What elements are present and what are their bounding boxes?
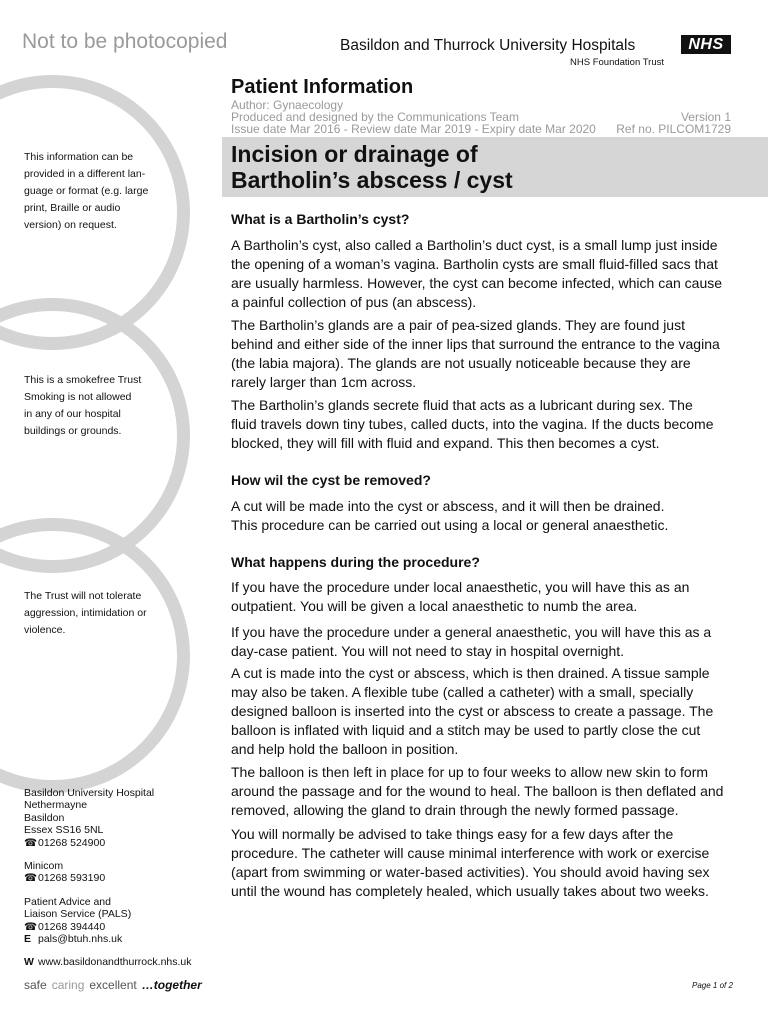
paragraph bbox=[231, 623, 735, 661]
aggression-note-line: violence. bbox=[24, 624, 66, 636]
smokefree-note-line: This is a smokefree Trust bbox=[24, 374, 142, 386]
format-note-line: This information can be bbox=[24, 151, 134, 163]
paragraph-line: may also be taken. A flexible tube (called a catheter) with a small, specially bbox=[231, 684, 694, 700]
pals-phone: 01268 394440 bbox=[38, 920, 106, 933]
web-label: W bbox=[24, 956, 34, 968]
paragraph-line: rarely larger than 1cm across. bbox=[231, 374, 417, 390]
hospital-address bbox=[24, 787, 154, 945]
paragraph-line: outpatient. You will be given a local anaesthetic to numb the area. bbox=[231, 598, 638, 614]
paragraph-line: A cut will be made into the cyst or abscess, and it will then be drained. bbox=[231, 498, 665, 514]
paragraph-line: around the passage and for the wound to heal. The balloon is then deflated and bbox=[231, 783, 724, 799]
aggression-note-line: aggression, intimidation or bbox=[24, 607, 147, 619]
nhs-logo: NHS bbox=[681, 35, 731, 54]
paragraph-line: (apart from swimming or water-based activities). You should avoid having sex bbox=[231, 864, 710, 880]
paragraph-line: the opening of a woman’s vagina. Bartholin cysts are small fluid-filled sacs that bbox=[231, 256, 718, 272]
version-label: Version 1 bbox=[680, 110, 731, 124]
minicom-label: Minicom bbox=[24, 860, 64, 873]
paragraph-line: The balloon is then left in place for up to four weeks to allow new skin to form bbox=[231, 764, 709, 780]
document-title-line-1: Incision or drainage of bbox=[231, 141, 478, 167]
paragraph-line: until the wound has completely healed, which usually takes about two weeks. bbox=[231, 883, 709, 899]
website-line bbox=[24, 956, 192, 968]
paragraph-line: designed balloon is inserted into the cyst or abscess to create a passage. The bbox=[231, 703, 714, 719]
paragraph-line: A cut is made into the cyst or abscess, which is then drained. A tissue sample bbox=[231, 665, 710, 681]
format-note-line: print, Braille or audio bbox=[24, 202, 121, 214]
paragraph-line: behind and either side of the inner lips that surround the entrance to the vagina bbox=[231, 336, 720, 352]
organisation-name: Basildon and Thurrock University Hospitals bbox=[340, 37, 636, 54]
address-line: Basildon bbox=[24, 811, 65, 824]
address-line: Essex SS16 5NL bbox=[24, 824, 104, 837]
paragraph bbox=[231, 396, 735, 453]
phone-icon: ☎ bbox=[24, 920, 38, 933]
pals-email: pals@btuh.nhs.uk bbox=[38, 933, 123, 946]
aggression-note bbox=[24, 588, 164, 639]
author-line: Author: Gynaecology bbox=[231, 98, 344, 112]
paragraph bbox=[231, 316, 735, 392]
paragraph-line: If you have the procedure under a general anaesthetic, you will have this as a bbox=[231, 624, 712, 640]
paragraph-line: You will normally be advised to take things easy for a few days after the bbox=[231, 826, 674, 842]
address-line: Nethermayne bbox=[24, 799, 88, 812]
section-heading: What happens during the procedure? bbox=[231, 554, 480, 570]
paragraph-line: day-case patient. You will not need to stay in hospital overnight. bbox=[231, 643, 625, 659]
not-photocopied-notice: Not to be photocopied bbox=[22, 30, 228, 53]
motto-caring: caring bbox=[51, 978, 85, 992]
section-procedure bbox=[231, 554, 735, 570]
paragraph bbox=[231, 825, 735, 901]
reference-number: Ref no. PILCOM1729 bbox=[616, 122, 731, 136]
section-heading: How wil the cyst be removed? bbox=[231, 472, 431, 488]
document-title-line-2: Bartholin’s abscess / cyst bbox=[231, 167, 513, 193]
format-note-line: version) on request. bbox=[24, 219, 117, 231]
section-what-is bbox=[231, 211, 735, 227]
document-title bbox=[231, 141, 513, 193]
paragraph bbox=[231, 763, 735, 820]
phone-icon: ☎ bbox=[24, 872, 38, 885]
smokefree-note-line: buildings or grounds. bbox=[24, 425, 122, 437]
paragraph-line: blocked, they will fill with fluid and expand. This then becomes a cyst. bbox=[231, 435, 660, 451]
nhs-trust-label: NHS Foundation Trust bbox=[570, 57, 664, 68]
paragraph bbox=[231, 664, 735, 759]
paragraph-line: This procedure can be carried out using a local or general anaesthetic. bbox=[231, 517, 669, 533]
format-note bbox=[24, 149, 164, 234]
paragraph bbox=[231, 497, 735, 535]
decorative-ring-bottom bbox=[0, 518, 190, 793]
address-line: Basildon University Hospital bbox=[24, 787, 155, 799]
smokefree-note-line: Smoking is not allowed bbox=[24, 391, 132, 403]
motto-safe: safe bbox=[24, 978, 47, 992]
paragraph-line: fluid travels down tiny tubes, called ducts, into the vagina. If the ducts become bbox=[231, 416, 714, 432]
minicom-phone: 01268 593190 bbox=[38, 872, 106, 885]
paragraph-line: balloon is inflated with liquid and a stitch may be used to partly close the cut bbox=[231, 722, 701, 738]
produced-line: Produced and designed by the Communications Team bbox=[231, 110, 519, 124]
format-note-line: guage or format (e.g. large bbox=[24, 185, 149, 197]
paragraph-line: A Bartholin’s cyst, also called a Bartholin’s duct cyst, is a small lump just inside bbox=[231, 237, 718, 253]
section-heading: What is a Bartholin’s cyst? bbox=[231, 211, 410, 227]
paragraph-line: The Bartholin’s glands secrete fluid that acts as a lubricant during sex. The bbox=[231, 397, 693, 413]
phone-icon: ☎ bbox=[24, 836, 38, 849]
patient-information-title: Patient Information bbox=[231, 76, 414, 98]
motto-together: …together bbox=[141, 978, 202, 992]
paragraph-line: (the labia majora). The glands are not usually noticeable because they are bbox=[231, 355, 691, 371]
hospital-phone: 01268 524900 bbox=[38, 836, 106, 849]
smokefree-note bbox=[24, 372, 164, 440]
paragraph-line: removed, allowing the gland to drain through the newly formed passage. bbox=[231, 802, 679, 818]
paragraph bbox=[231, 578, 735, 616]
email-label: E bbox=[24, 933, 32, 946]
smokefree-note-line: in any of our hospital bbox=[24, 408, 121, 420]
paragraph bbox=[231, 236, 735, 312]
paragraph-line: are usually harmless. However, the cyst can become infected, which can cause bbox=[231, 275, 723, 291]
paragraph-line: If you have the procedure under local anaesthetic, you will have this as an bbox=[231, 579, 690, 595]
paragraph-line: The Bartholin’s glands are a pair of pea-sized glands. They are found just bbox=[231, 317, 685, 333]
dates-line: Issue date Mar 2016 - Review date Mar 2019 - Expiry date Mar 2020 bbox=[231, 122, 596, 136]
motto-excellent: excellent bbox=[89, 978, 137, 992]
paragraph-line: a painful collection of pus (an abscess). bbox=[231, 294, 477, 310]
pals-label-line: Patient Advice and bbox=[24, 895, 111, 908]
format-note-line: provided in a different lan- bbox=[24, 168, 146, 180]
pals-label-line: Liaison Service (PALS) bbox=[24, 908, 132, 921]
trust-motto bbox=[24, 978, 202, 992]
website-link[interactable]: www.basildonandthurrock.nhs.uk bbox=[38, 956, 192, 968]
section-removal bbox=[231, 472, 735, 488]
aggression-note-line: The Trust will not tolerate bbox=[24, 590, 142, 602]
page-number: Page 1 of 2 bbox=[692, 981, 733, 990]
paragraph-line: and help hold the balloon in position. bbox=[231, 741, 459, 757]
paragraph-line: procedure. The catheter will cause minimal interference with work or exercise bbox=[231, 845, 710, 861]
